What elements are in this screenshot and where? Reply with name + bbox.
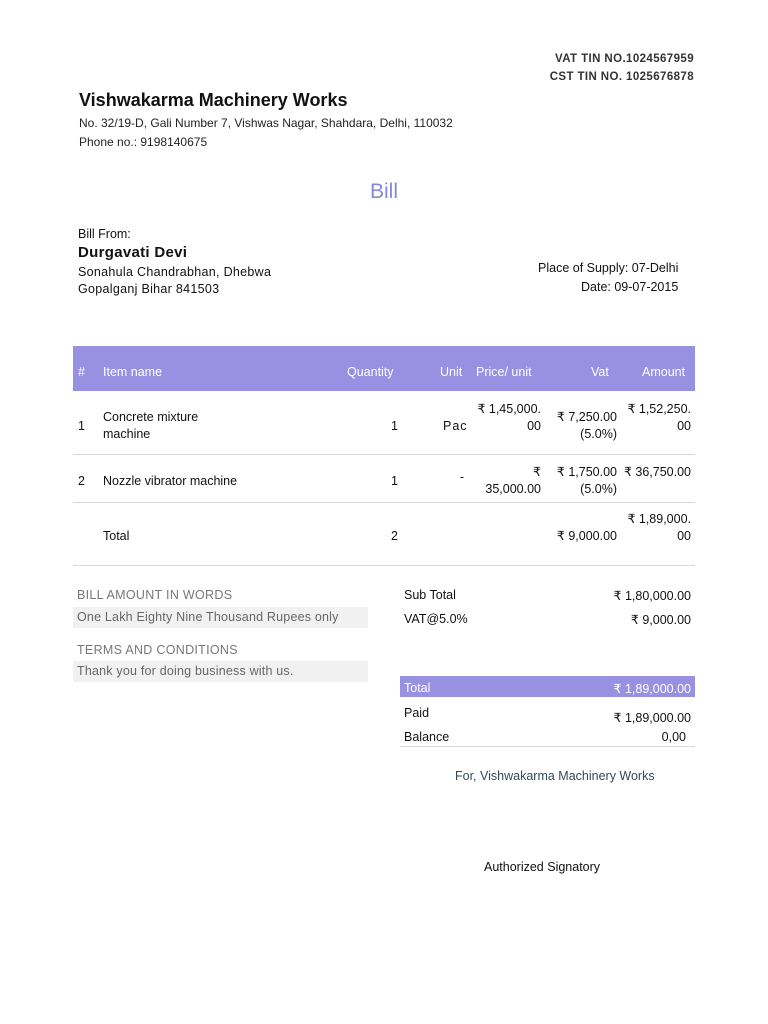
row-item-name: Concrete mixture machine — [103, 410, 199, 441]
balance-value: 0,00 — [661, 730, 686, 744]
col-header-quantity: Quantity — [347, 365, 394, 379]
row-index: 1 — [78, 419, 85, 433]
row-unit: - — [459, 470, 465, 484]
terms-text: Thank you for doing business with us. — [73, 661, 368, 682]
col-header-item: Item name — [103, 365, 163, 379]
row-amount: ₹ 36,750.00 — [623, 465, 691, 479]
subtotal-label: Sub Total — [404, 588, 456, 602]
customer-name: Durgavati Devi — [78, 244, 188, 261]
bill-date: Date: 09-07-2015 — [581, 280, 679, 294]
company-name: Vishwakarma Machinery Works — [79, 90, 348, 110]
bill-from-label: Bill From: — [78, 227, 131, 241]
row-item-name: Nozzle vibrator machine — [103, 474, 238, 488]
summary-divider — [400, 746, 695, 747]
grand-total-bar — [400, 676, 695, 697]
page-title: Bill — [369, 180, 398, 203]
row-quantity: 1 — [391, 474, 398, 488]
vat-value: ₹ 9,000.00 — [630, 613, 691, 627]
balance-label: Balance — [404, 730, 450, 744]
place-of-supply: Place of Supply: 07-Delhi — [538, 261, 679, 275]
total-quantity: 2 — [391, 529, 398, 543]
table-row — [73, 391, 695, 455]
row-price: ₹ 1,45,000.00 — [477, 402, 541, 433]
table-row — [73, 455, 695, 503]
cst-tin: CST TIN NO. 1025676878 — [549, 71, 694, 83]
col-header-price: Price/ unit — [476, 365, 532, 379]
row-price: ₹ 35,000.00 — [485, 465, 541, 496]
row-index: 2 — [78, 474, 85, 488]
row-vat: ₹ 7,250.00 (5.0%) — [556, 410, 617, 441]
customer-address-line1: Sonahula Chandrabhan, Dhebwa — [78, 265, 272, 279]
for-company-line: For, Vishwakarma Machinery Works — [455, 769, 655, 783]
vat-label: VAT@5.0% — [404, 612, 468, 626]
row-vat: ₹ 1,750.00 (5.0%) — [556, 465, 617, 496]
company-phone: Phone no.: 9198140675 — [79, 135, 208, 149]
col-header-amount: Amount — [642, 365, 686, 379]
paid-value: ₹ 1,89,000.00 — [613, 711, 691, 725]
subtotal-value: ₹ 1,80,000.00 — [613, 589, 691, 603]
paid-label: Paid — [404, 706, 430, 720]
grand-total-label: Total — [404, 681, 431, 695]
total-amount: ₹ 1,89,000.00 — [627, 512, 691, 543]
grand-total-value: ₹ 1,89,000.00 — [613, 682, 691, 696]
total-label: Total — [103, 529, 130, 543]
company-address: No. 32/19-D, Gali Number 7, Vishwas Nagar, Shahdara, Delhi, 110032 — [79, 116, 453, 130]
amount-in-words-heading: BILL AMOUNT IN WORDS — [77, 588, 233, 602]
authorized-signatory: Authorized Signatory — [484, 860, 601, 874]
col-header-index: # — [78, 365, 85, 379]
items-table — [73, 346, 695, 566]
col-header-vat: Vat — [591, 365, 609, 379]
row-quantity: 1 — [391, 419, 398, 433]
row-unit: Pac — [443, 419, 468, 433]
customer-address-line2: Gopalganj Bihar 841503 — [78, 282, 220, 296]
table-header — [73, 346, 695, 391]
amount-in-words: One Lakh Eighty Nine Thousand Rupees only — [73, 607, 368, 628]
vat-tin: VAT TIN NO.1024567959 — [554, 53, 694, 65]
table-total-row — [73, 503, 695, 566]
row-amount: ₹ 1,52,250.00 — [627, 402, 691, 433]
total-vat: ₹ 9,000.00 — [556, 529, 617, 543]
col-header-unit: Unit — [440, 365, 463, 379]
terms-heading: TERMS AND CONDITIONS — [77, 643, 238, 657]
